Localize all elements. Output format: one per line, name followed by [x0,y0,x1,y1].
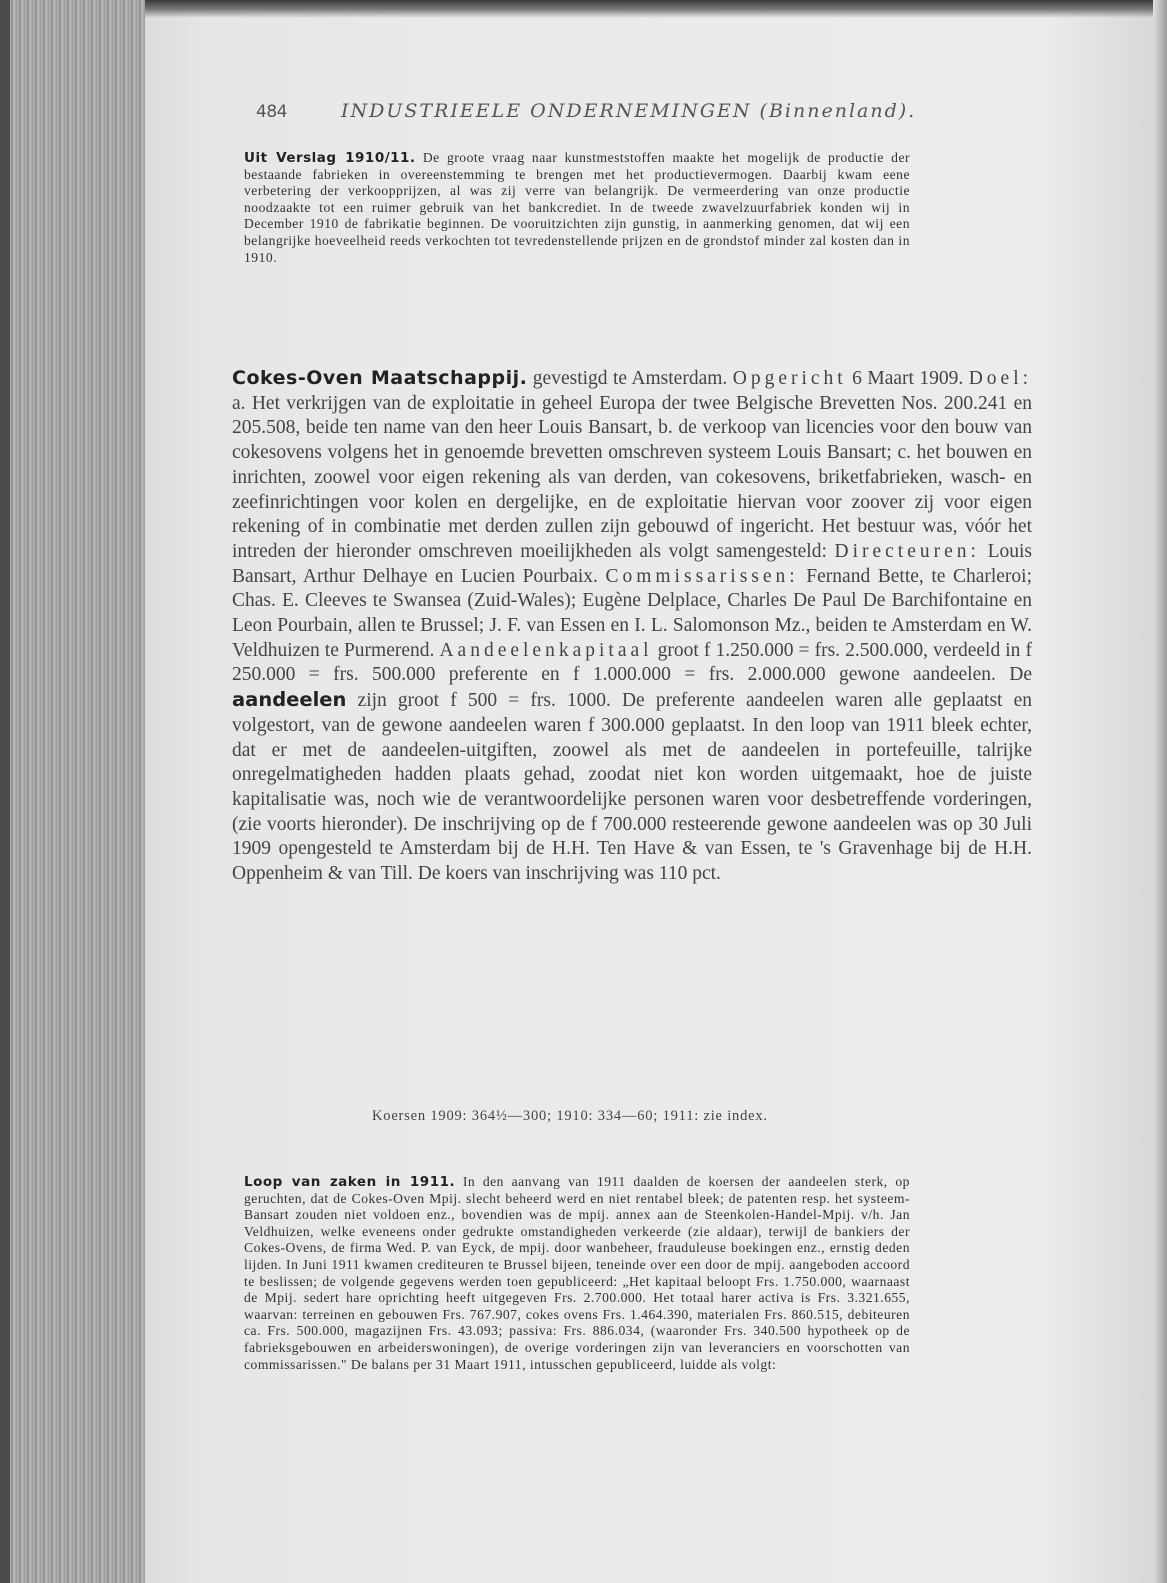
loop-heading: Loop van zaken in 1911. [244,1174,456,1190]
commissarissen-text: Fernand Bette, te Charleroi; Chas. E. Cleeves te Swansea (Zuid-Wales); Eugène Delplace, Charles De Paul De Barchifontaine en Leon Pourbain, allen te Brussel; J. F. van Essen en I. L. Salomonson Mz., beiden te Amsterdam en W. Veldhuizen te Purmerend. [232,565,1033,661]
page-number: 484 [256,102,287,122]
kapitaal-text: groot f 1.250.000 = frs. 2.500.000, verdeeld in f 250.000 = frs. 500.000 preferente en f 1.000.000 = frs. 2.000.000 gewone aandeelen. De [232,639,1033,686]
directeuren-text: Louis Bansart, Arthur Delhaye en Lucien Pourbaix. [232,540,1032,587]
company-paragraph [232,366,1032,887]
company-name: Cokes-Oven Maatschappij. [232,367,528,389]
doel-text: a. Het verkrijgen van de exploitatie in geheel Europa der twee Belgische Brevetten Nos. 200.241 en 205.508, beide ten name van den heer Louis Bansart, b. de verkoop van licencies voor den bouw van cokesovens volgens het in genoemde brevetten omschreven systeem Louis Bansart; c. het bouwen en inrichten, zoowel voor eigen rekening als van derden, van cokesovens, briketfabrieken, wasch- en zeefinrichtingen voor kolen en dergelijke, en de exploitatie hiervan voor zoover zij voor eigen rekening of in combinatie met derden zullen zijn gebouwd of ingericht. Het bestuur was, vóór het intreden der hieronder omschreven moeilijkheden als volgt samengesteld: [232,392,1032,562]
doel-label: Doel: [968,368,1033,389]
top-shadow [145,0,1167,18]
koersen-line: Koersen 1909: 364½—300; 1910: 334—60; 1911: zie index. [372,1108,768,1124]
kapitaal-label: Aandeelenkapitaal [439,639,653,661]
running-title: INDUSTRIEELE ONDERNEMINGEN (Binnenland). [341,100,917,122]
verslag-text: De groote vraag naar kunstmeststoffen maakte het mogelijk de productie der bestaande fabrieken in overeenstemming te brengen met het productievermogen. Daarbij kwam eene verbetering der verkoopprijzen, al was zij verre van belangrijk. De vermeerdering van onze productie noodzaakte tot een ruimer gebruik van het bankcrediet. In de tweede zwavelzuurfabriek konden wij in December 1910 de fabrikatie beginnen. De vooruitzichten zijn gunstig, in aanmerking genomen, dat wij een belangrijke hoeveelheid reeds verkochten tot tevredenstellende prijzen en de grondstof minder zal kosten dan in 1910. [244,150,911,265]
aandeelen-label: aandeelen [232,688,347,712]
company-intro: gevestigd te Amsterdam. [532,368,728,389]
opgericht-value: 6 Maart 1909. [852,368,964,389]
running-header [256,100,976,122]
book-page-edges [0,0,150,1583]
right-page-edge [1153,0,1167,1583]
aandeelen-text: zijn groot f 500 = frs. 1000. De preferente aandeelen waren alle geplaatst en volgestort, van de gewone aandeelen waren f 300.000 geplaatst. In den loop van 1911 bleek echter, dat er met de aandeelen-uitgiften, zoowel als met de aandeelen in portefeuille, talrijke onregelmatigheden hadden plaats gehad, zoodat niet kon worden uitgemaakt, hoe de juiste kapitalisatie was, noch wie de verantwoordelijke personen waren voor desbetreffende vorderingen, (zie voorts hieronder). De inschrijving op de f 700.000 resteerende gewone aandeelen was op 30 Juli 1909 opengesteld te Amsterdam bij de H.H. Ten Have & van Essen, te 's Gravenhage bij de H.H. Oppenheim & van Till. De koers van inschrijving was 110 pct. [232,690,1032,885]
opgericht-label: Opgericht [732,368,847,389]
loop-paragraph [244,1174,910,1373]
verslag-paragraph [244,150,910,266]
commissarissen-label: Commissarissen: [605,565,799,587]
loop-text: In den aanvang van 1911 daalden de koersen der aandeelen sterk, op geruchten, dat de Cokes-Oven Mpij. slecht beheerd werd en niet rentabel bleek; de patenten resp. het systeem-Bansart zouden niet voldoen enz., bovendien was de mpij. annex aan de Steenkolen-Handel-Mpij. v/h. Jan Veldhuizen, welke eveneens onder gedrukte omstandigheden verkeerde (zie aldaar), terwijl de bankiers der Cokes-Ovens, de firma Wed. P. van Eyck, de mpij. door wanbeheer, frauduleuse boekingen enz., ernstig deden lijden. In Juni 1911 kwamen crediteuren te Brussel bijeen, teneinde over een door de mpij. aangeboden accoord te beslissen; de volgende gegevens werden toen gepubliceerd: „Het kapitaal beloopt Frs. 1.750.000, waarnaast de Mpij. sedert hare oprichting heeft uitgegeven Frs. 2.700.000. Het totaal harer activa is Frs. 3.321.655, waarvan: terreinen en gebouwen Frs. 767.907, cokes ovens Frs. 1.464.390, materialen Frs. 860.515, debiteuren ca. Frs. 500.000, magazijnen Frs. 43.093; passiva: Frs. 886.034, (waaronder Frs. 340.500 hypotheek op de fabrieksgebouwen en arbeiderswoningen), de overige vorderingen zijn van leveranciers en voorschotten van commissarissen." De balans per 31 Maart 1911, intusschen gepubliceerd, luidde als volgt: [244,1174,910,1372]
verslag-heading: Uit Verslag 1910/11. [244,150,416,166]
directeuren-label: Directeuren: [834,540,980,562]
